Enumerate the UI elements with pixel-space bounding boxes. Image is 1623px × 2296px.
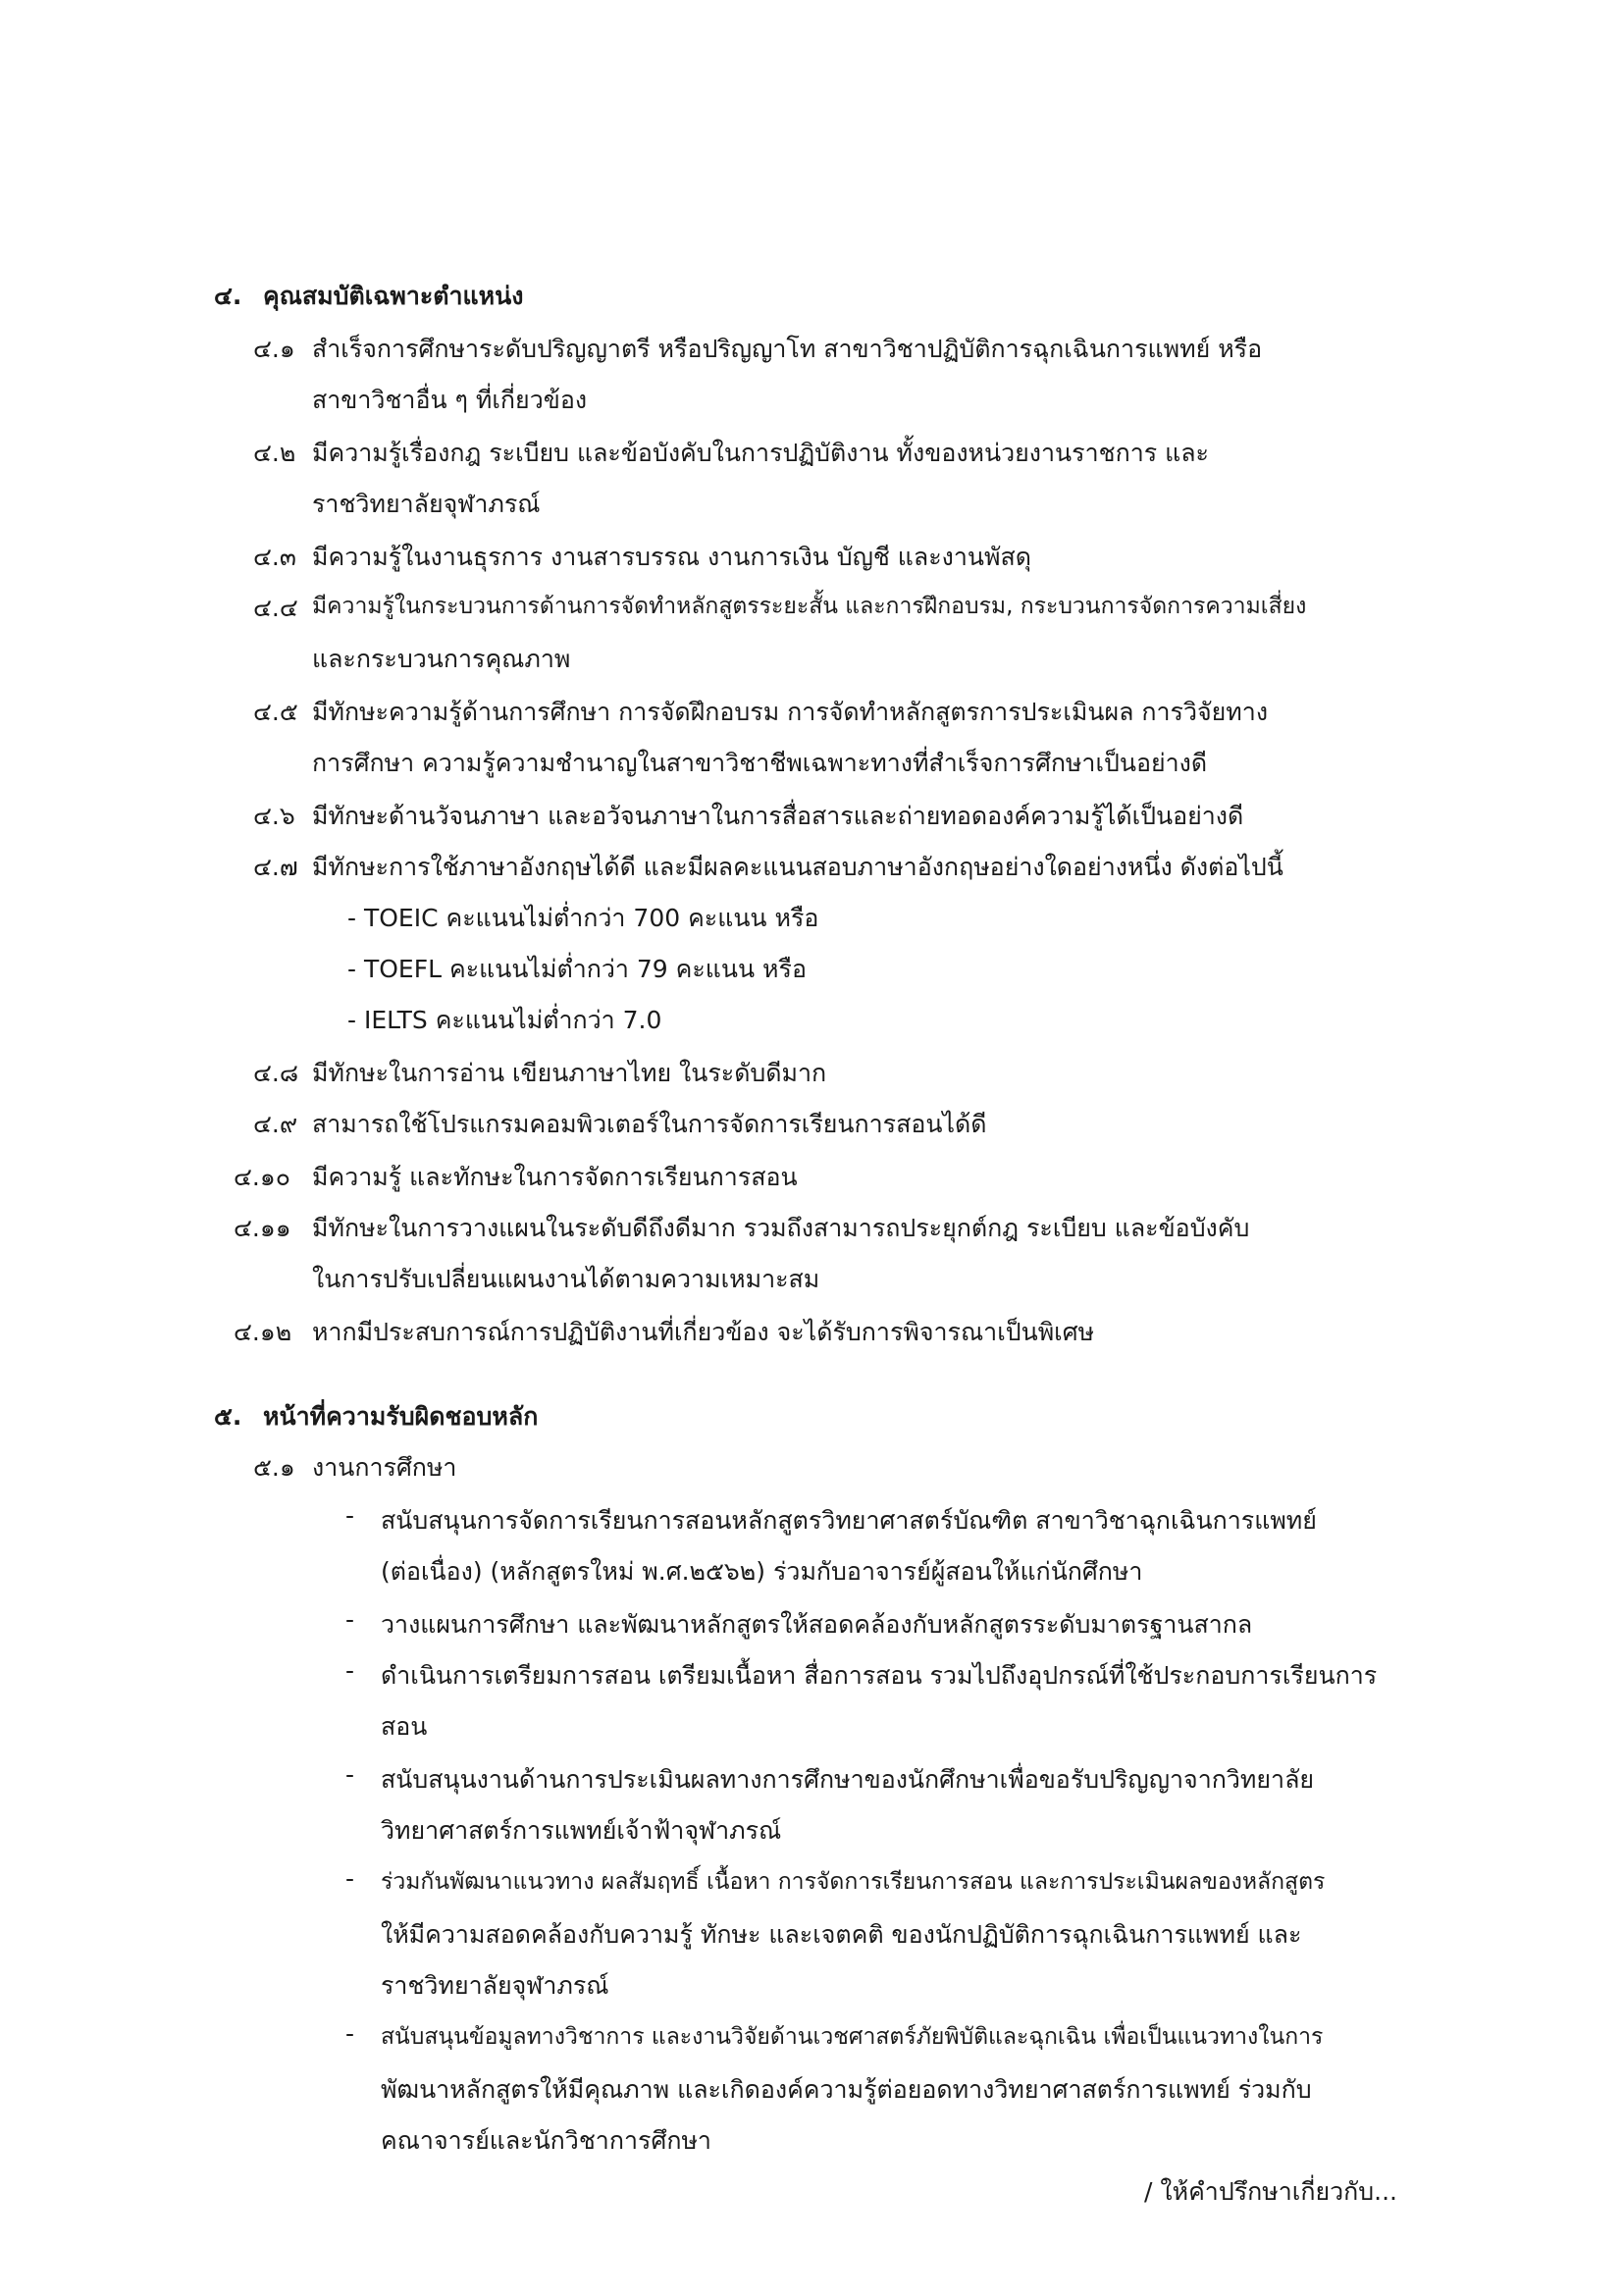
duty-text-cont: สอน <box>381 1712 428 1741</box>
duty-text: ดำเนินการเตรียมการสอน เตรียมเนื้อหา สื่อการสอน รวมไปถึงอุปกรณ์ที่ใช้ประกอบการเรียนการ <box>381 1661 1378 1690</box>
bullet-dash: - <box>345 2019 355 2048</box>
item-text: สำเร็จการศึกษาระดับปริญญาตรี หรือปริญญาโท สาขาวิชาปฏิบัติการฉุกเฉินการแพทย์ หรือ <box>312 335 1263 363</box>
item-text: มีทักษะในการวางแผนในระดับดีถึงดีมาก รวมถึงสามารถประยุกต์กฎ ระเบียบ และข้อบังคับ <box>312 1214 1250 1242</box>
bullet-dash: - <box>345 1864 355 1893</box>
english-test-toefl: - TOEFL คะแนนไม่ต่ำกว่า 79 คะแนน หรือ <box>347 955 807 983</box>
duty-text: สนับสนุนงานด้านการประเมินผลทางการศึกษาของนักศึกษาเพื่อขอรับปริญญาจากวิทยาลัย <box>381 1765 1315 1794</box>
item-text: มีความรู้ในกระบวนการด้านการจัดทำหลักสูตรระยะสั้น และการฝึกอบรม, กระบวนการจัดการความเสี่ยง <box>312 594 1307 619</box>
item-number: ๔.๙ <box>253 1110 298 1138</box>
duty-text-cont: วิทยาศาสตร์การแพทย์เจ้าฟ้าจุฬาภรณ์ <box>381 1816 782 1845</box>
english-test-toeic: - TOEIC คะแนนไม่ต่ำกว่า 700 คะแนน หรือ <box>347 904 819 932</box>
item-number: ๔.๖ <box>253 802 295 830</box>
duty-text-cont: พัฒนาหลักสูตรให้มีคุณภาพ และเกิดองค์ความรู้ต่อยอดทางวิทยาศาสตร์การแพทย์ ร่วมกับ <box>381 2075 1312 2104</box>
section-5-title: หน้าที่ความรับผิดชอบหลัก <box>263 1402 539 1431</box>
duty-text-cont: ให้มีความสอดคล้องกับความรู้ ทักษะ และเจตคติ ของนักปฏิบัติการฉุกเฉินการแพทย์ และ <box>381 1920 1302 1949</box>
continuation-note: / ให้คำปรึกษาเกี่ยวกับ... <box>1144 2177 1397 2206</box>
item-text-cont: ในการปรับเปลี่ยนแผนงานได้ตามความเหมาะสม <box>312 1265 820 1293</box>
item-number: ๔.๔ <box>253 594 298 622</box>
item-number: ๔.๗ <box>253 853 298 881</box>
item-number: ๔.๘ <box>253 1059 299 1087</box>
duty-text: วางแผนการศึกษา และพัฒนาหลักสูตรให้สอดคล้องกับหลักสูตรระดับมาตรฐานสากล <box>381 1610 1253 1639</box>
item-text: มีความรู้ในงานธุรการ งานสารบรรณ งานการเงิน บัญชี และงานพัสดุ <box>312 543 1031 571</box>
item-text: มีทักษะความรู้ด้านการศึกษา การจัดฝึกอบรม การจัดทำหลักสูตรการประเมินผล การวิจัยทาง <box>312 698 1269 726</box>
section-4-title: คุณสมบัติเฉพาะตำแหน่ง <box>263 282 524 310</box>
section-4-heading <box>214 277 523 316</box>
item-number: ๔.๑๐ <box>234 1163 290 1191</box>
item-number: ๔.๓ <box>253 543 296 571</box>
item-number: ๔.๕ <box>253 698 298 726</box>
item-number: ๔.๒ <box>253 439 296 467</box>
item-text: มีความรู้เรื่องกฎ ระเบียบ และข้อบังคับในการปฏิบัติงาน ทั้งของหน่วยงานราชการ และ <box>312 439 1209 467</box>
section-5-number: ๕. <box>214 1402 242 1431</box>
duty-text: สนับสนุนข้อมูลทางวิชาการ และงานวิจัยด้านเวชศาสตร์ภัยพิบัติและฉุกเฉิน เพื่อเป็นแนวทางในการ <box>381 2024 1324 2050</box>
item-text-cont: สาขาวิชาอื่น ๆ ที่เกี่ยวข้อง <box>312 386 588 414</box>
item-number: ๔.๑๑ <box>234 1214 291 1242</box>
item-text-cont: ราชวิทยาลัยจุฬาภรณ์ <box>312 490 541 518</box>
item-text-cont: การศึกษา ความรู้ความชำนาญในสาขาวิชาชีพเฉพาะทางที่สำเร็จการศึกษาเป็นอย่างดี <box>312 749 1208 777</box>
item-text: มีทักษะด้านวัจนภาษา และอวัจนภาษาในการสื่อสารและถ่ายทอดองค์ความรู้ได้เป็นอย่างดี <box>312 802 1244 830</box>
subsection-number: ๕.๑ <box>253 1453 295 1482</box>
duty-text-cont: คณาจารย์และนักวิชาการศึกษา <box>381 2126 711 2155</box>
duty-text-cont: (ต่อเนื่อง) (หลักสูตรใหม่ พ.ศ.๒๕๖๒) ร่วมกับอาจารย์ผู้สอนให้แก่นักศึกษา <box>381 1557 1143 1586</box>
duty-text: สนับสนุนการจัดการเรียนการสอนหลักสูตรวิทยาศาสตร์บัณฑิต สาขาวิชาฉุกเฉินการแพทย์ <box>381 1506 1317 1535</box>
bullet-dash: - <box>345 1656 355 1685</box>
item-text: สามารถใช้โปรแกรมคอมพิวเตอร์ในการจัดการเรียนการสอนได้ดี <box>312 1110 987 1138</box>
bullet-dash: - <box>345 1605 355 1634</box>
item-text: มีทักษะในการอ่าน เขียนภาษาไทย ในระดับดีมาก <box>312 1059 827 1087</box>
item-text: มีทักษะการใช้ภาษาอังกฤษได้ดี และมีผลคะแนนสอบภาษาอังกฤษอย่างใดอย่างหนึ่ง ดังต่อไปนี้ <box>312 853 1283 881</box>
item-number: ๔.๑๒ <box>234 1318 292 1346</box>
item-number: ๔.๑ <box>253 335 295 363</box>
bullet-dash: - <box>345 1760 355 1789</box>
item-text: หากมีประสบการณ์การปฏิบัติงานที่เกี่ยวข้อง จะได้รับการพิจารณาเป็นพิเศษ <box>312 1318 1095 1346</box>
duty-text-cont: ราชวิทยาลัยจุฬาภรณ์ <box>381 1971 609 2000</box>
subsection-title: งานการศึกษา <box>312 1453 457 1482</box>
bullet-dash: - <box>345 1501 355 1530</box>
section-4-number: ๔. <box>214 282 242 310</box>
item-text: มีความรู้ และทักษะในการจัดการเรียนการสอน <box>312 1163 798 1191</box>
item-text-cont: และกระบวนการคุณภาพ <box>312 645 571 673</box>
english-test-ielts: - IELTS คะแนนไม่ต่ำกว่า 7.0 <box>347 1006 662 1034</box>
section-5-heading <box>214 1397 538 1436</box>
duty-text: ร่วมกันพัฒนาแนวทาง ผลสัมฤทธิ์ เนื้อหา การจัดการเรียนการสอน และการประเมินผลของหลักสูตร <box>381 1869 1326 1895</box>
